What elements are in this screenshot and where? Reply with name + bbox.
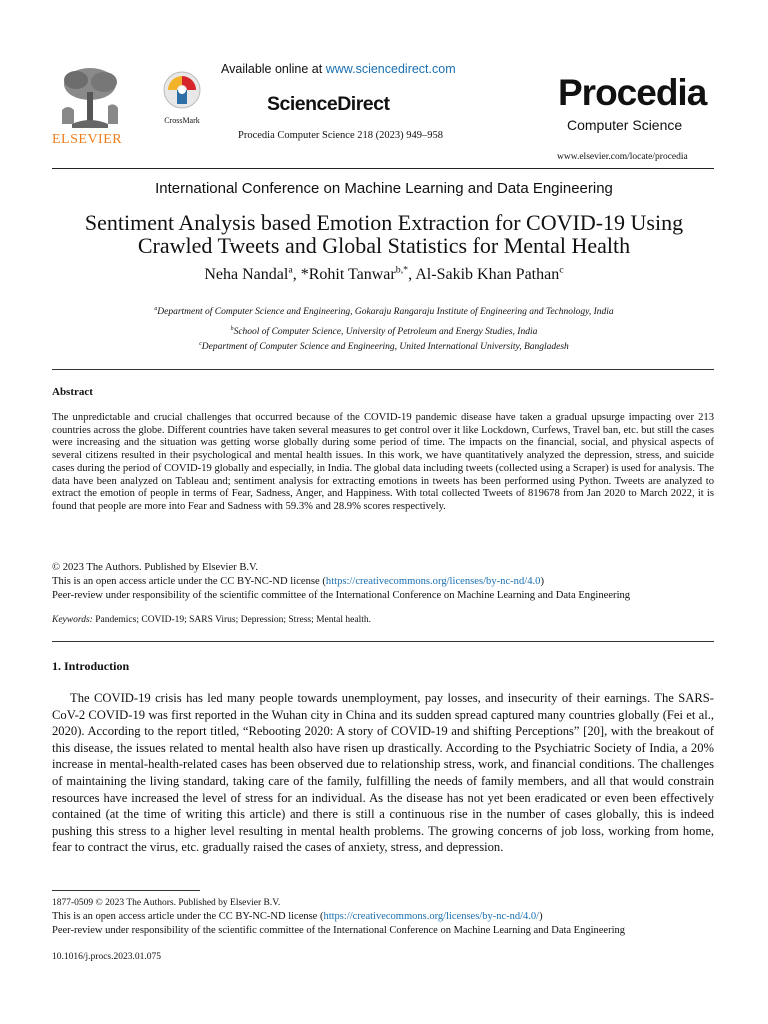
affiliation-mark: c	[199, 340, 202, 347]
crossmark-label: CrossMark	[164, 116, 200, 125]
affiliation-text: Department of Computer Science and Engineering, United International University, Bangladesh	[201, 342, 569, 352]
abstract-bottom-divider	[52, 641, 714, 642]
footer-license-suffix: )	[539, 911, 543, 922]
footer-peer-review: Peer-review under responsibility of the scientific committee of the International Conference on Machine Learning and Data Engineering	[52, 925, 625, 936]
conference-name: International Conference on Machine Learning and Data Engineering	[155, 180, 613, 197]
affiliation	[0, 307, 768, 317]
author-list: Neha Nandal$^a$, *Rohit Tanwar$^{b,*}$, Al-Sakib Khan Pathan$^c$	[204, 264, 564, 283]
affiliation-text: School of Computer Science, University of Petroleum and Energy Studies, India	[233, 327, 538, 337]
footer-license-notice	[52, 911, 714, 924]
author-name: *Rohit Tanwar	[300, 266, 396, 283]
keywords-list: Pandemics; COVID-19; SARS Virus; Depression; Stress; Mental health.	[92, 615, 371, 625]
elsevier-wordmark: ELSEVIER	[52, 132, 123, 147]
license-notice	[52, 576, 752, 589]
section-heading: 1. Introduction	[52, 659, 130, 673]
affiliation	[0, 342, 768, 352]
affiliation-mark: a	[154, 305, 158, 312]
license-link[interactable]: https://creativecommons.org/licenses/by-nc-nd/4.0	[325, 576, 541, 587]
author-affiliation-mark: a	[288, 264, 293, 276]
journal-url-link[interactable]: www.elsevier.com/locate/procedia	[557, 152, 688, 162]
affiliation	[0, 327, 768, 337]
peer-review-notice: Peer-review under responsibility of the scientific committee of the International Conference on Machine Learning and Data Engineering	[52, 590, 631, 601]
available-online-line	[221, 62, 456, 76]
abstract-text: The unpredictable and crucial challenges that occurred because of the COVID-19 pandemic disease have taken a gradual upsurge impacting over 213 countries across the globe. Different countries have taken several measures to get control over it like Lockdown, Curfews, Travel ban, etc. but still the cases were increasing and the situation was getting worse globally during some period of time. The impacts on the financial, social, and physical aspects of several citizens resulted in their psychological and mental health issues. In this work, we have quantitatively analyzed the depression, stress, and suicide cases during the period of COVID-19 globally and especially, in India. The global data including tweets (collected using a Scraper) is used for analysis. The data have been analyzed on Tableau and; sentiment analysis for extracting emotions in tweets has been performed using Python. Tweets are analyzed to extract the emotion of people in terms of Fear, Sadness, Anger, and Happiness. With total collected Tweets of 819678 from Jan 2020 to March 2022, it is found that people are more into Fear and Sadness with 59.3% and 28.9% scores respectively.	[52, 412, 714, 512]
author-affiliation-mark: b,*	[395, 264, 409, 276]
paper-title	[40, 211, 728, 257]
license-prefix: This is an open access article under the CC BY-NC-ND license (	[52, 576, 326, 587]
procedia-subtitle: Computer Science	[567, 117, 683, 133]
author-affiliation-mark: c	[559, 264, 564, 276]
abstract-top-divider	[52, 369, 714, 370]
keywords-label: Keywords:	[52, 615, 93, 625]
author-name: Al-Sakib Khan Pathan	[415, 266, 560, 283]
license-suffix: )	[540, 576, 544, 587]
paper-title-line: Crawled Tweets and Global Statistics for Mental Health	[137, 233, 631, 258]
footer-license-prefix: This is an open access article under the CC BY-NC-ND license (	[52, 911, 324, 922]
affiliation-text: Department of Computer Science and Engineering, Gokaraju Rangaraju Institute of Engineering and Technology, India	[157, 307, 614, 317]
journal-citation: Procedia Computer Science 218 (2023) 949–958	[238, 130, 443, 141]
paper-title-line: Sentiment Analysis based Emotion Extraction for COVID-19 Using	[84, 210, 684, 235]
issn-line: 1877-0509 © 2023 The Authors. Published by Elsevier B.V.	[52, 898, 281, 908]
affiliation-mark: b	[230, 325, 234, 332]
available-prefix: Available online at	[221, 62, 326, 76]
footnote-divider	[52, 890, 200, 891]
author-name: Neha Nandal	[204, 266, 289, 283]
procedia-wordmark: Procedia	[558, 72, 707, 113]
header-divider	[52, 168, 714, 169]
keywords	[52, 615, 371, 625]
crossmark-icon	[162, 70, 202, 110]
abstract-heading: Abstract	[52, 386, 93, 398]
sciencedirect-url-link[interactable]: www.sciencedirect.com	[325, 62, 456, 76]
section-paragraph: The COVID-19 crisis has led many people towards unemployment, pay losses, and insecurity of their earnings. The SARS-CoV-2 COVID-19 was first reported in the Wuhan city in China and its sudden spread captured many countries globally (Fei et al., 2020). According to the report titled, “Rebooting 2020: A story of COVID-19 and shifting Perceptions” [20], with the breakout of this disease, the issues related to mental health also have risen up drastically. According to the Psychiatric Society of India, a 20% increase in mental-health-related cases has been observed due to relationship stress, work, and financial conditions. The challenges of maintaining the living standard, taking care of the family, fulfilling the needs of family members, and all that would constrain resources have increased the level of stress for an individual. As the disease has not yet been eradicated or even been effectively contained (at the time of writing this article) and there is still a continuous rise in the number of cases globally, this is indeed pushing this stress to a higher level resulting in mental health problems. The growing concerns of job loss, working from home, fear to contract the virus, etc. gradually raised the cases of anxiety, stress, and depression.	[52, 691, 714, 855]
crossmark-badge[interactable]	[160, 70, 204, 125]
copyright-notice: © 2023 The Authors. Published by Elsevier B.V.	[52, 562, 258, 573]
footer-license-link[interactable]: https://creativecommons.org/licenses/by-nc-nd/4.0/	[323, 911, 540, 922]
sciencedirect-wordmark: ScienceDirect	[267, 93, 390, 115]
doi-link[interactable]: 10.1016/j.procs.2023.01.075	[52, 952, 161, 962]
